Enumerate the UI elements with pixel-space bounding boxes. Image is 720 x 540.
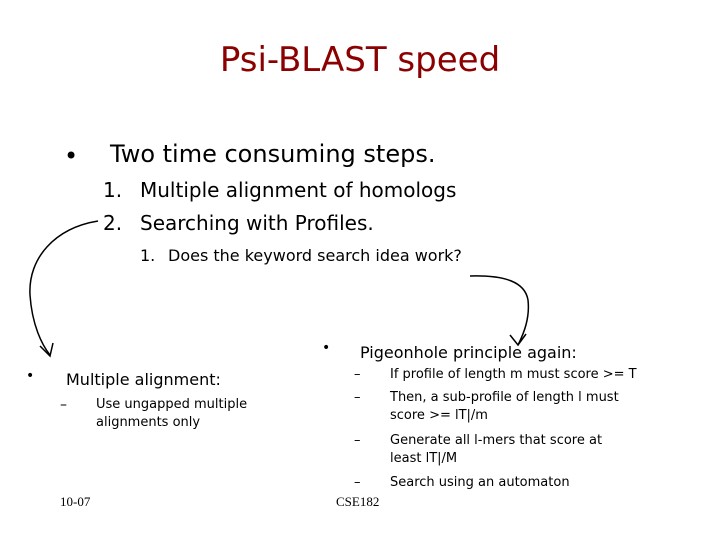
left-bullet-marker: • (26, 368, 35, 384)
sub-item-num: 1. (140, 246, 156, 265)
right-item-1-dash: – (354, 367, 361, 382)
main-bullet-text: Two time consuming steps. (110, 140, 436, 168)
right-item-1-line-1: If profile of length m must score >= T (390, 367, 637, 382)
right-heading: Pigeonhole principle again: (360, 343, 577, 362)
slide-title: Psi-BLAST speed (219, 40, 501, 80)
main-bullet-marker: • (64, 142, 79, 170)
footer-course: CSE182 (336, 494, 380, 509)
right-item-4-line-1: Search using an automaton (390, 475, 570, 490)
right-item-4-dash: – (354, 475, 361, 490)
numbered-item-1-num: 1. (103, 178, 123, 202)
right-item-3-dash: – (354, 433, 361, 448)
left-item-line-2: alignments only (96, 415, 201, 430)
left-arrow (30, 221, 98, 355)
right-item-3-line-1: Generate all l-mers that score at (390, 433, 603, 448)
left-heading: Multiple alignment: (66, 370, 221, 389)
right-item-2-line-1: Then, a sub-profile of length l must (390, 390, 619, 405)
numbered-item-2-text: Searching with Profiles. (140, 211, 374, 235)
footer-date: 10-07 (60, 494, 91, 509)
right-arrow (470, 276, 528, 345)
left-item-line-1: Use ungapped multiple (96, 397, 248, 412)
right-bullet-marker: • (322, 340, 331, 356)
sub-item-text: Does the keyword search idea work? (168, 246, 462, 265)
numbered-item-1-text: Multiple alignment of homologs (140, 178, 457, 202)
right-item-2-dash: – (354, 390, 361, 405)
right-item-3-line-2: least lT|/M (390, 451, 458, 466)
right-item-2-line-2: score >= lT|/m (390, 408, 488, 423)
numbered-item-2-num: 2. (103, 211, 123, 235)
left-dash: – (60, 397, 67, 413)
